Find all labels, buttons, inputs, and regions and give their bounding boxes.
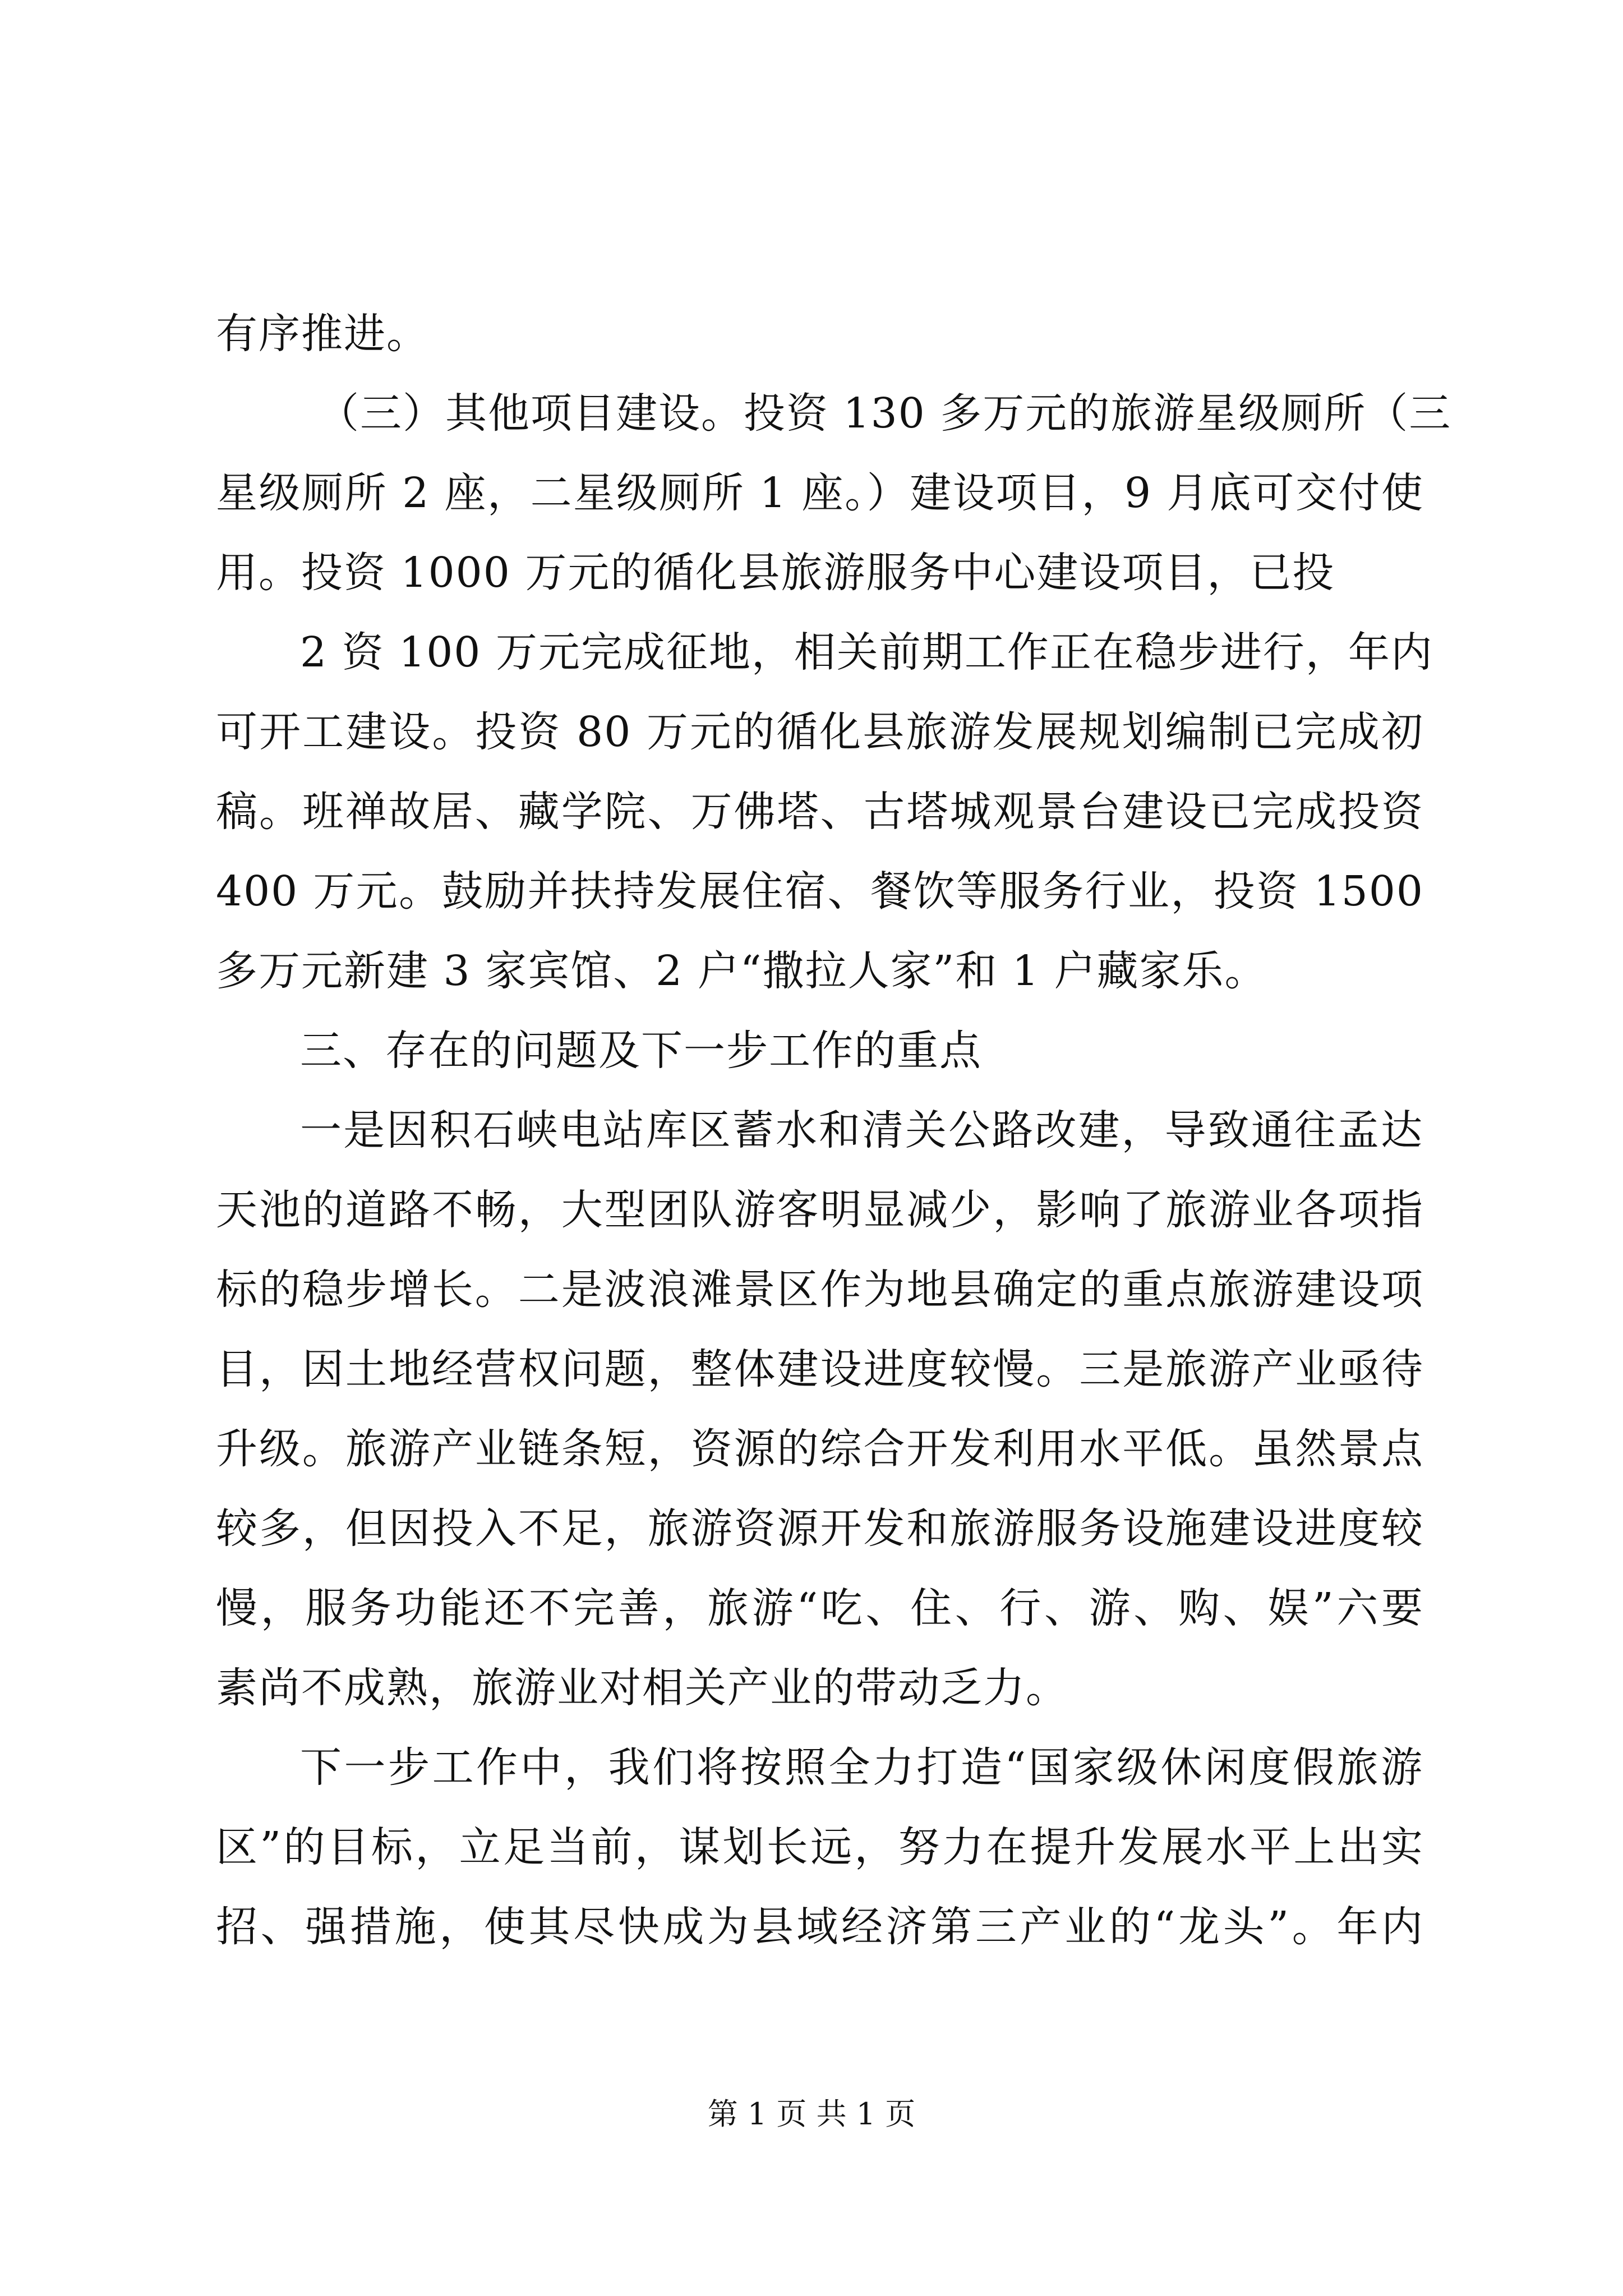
body-line: 2 资 100 万元完成征地，相关前期工作正在稳步进行，年内 [300,628,1433,677]
section-heading: 三、存在的问题及下一步工作的重点 [300,1027,982,1075]
page-number-footer: 第 1 页 共 1 页 [707,2096,916,2132]
body-line: 区”的目标，立足当前，谋划长远，努力在提升发展水平上出实 [216,1823,1424,1871]
body-line: 可开工建设。投资 80 万元的循化县旅游发展规划编制已完成初 [216,708,1424,756]
body-line: 400 万元。鼓励并扶持发展住宿、餐饮等服务行业，投资 1500 [216,867,1424,915]
body-line: 升级。旅游产业链条短，资源的综合开发利用水平低。虽然景点 [216,1425,1424,1473]
body-line: 招、强措施，使其尽快成为县域经济第三产业的“龙头”。年内 [216,1903,1424,1951]
body-line: 稿。班禅故居、藏学院、万佛塔、古塔城观景台建设已完成投资 [216,788,1424,836]
body-line: 目，因土地经营权问题，整体建设进度较慢。三是旅游产业亟待 [216,1345,1424,1393]
body-line: 较多，但因投入不足，旅游资源开发和旅游服务设施建设进度较 [216,1504,1424,1553]
body-line: 用。投资 1000 万元的循化县旅游服务中心建设项目，已投 [216,549,1335,597]
body-line: 标的稳步增长。二是波浪滩景区作为地县确定的重点旅游建设项 [216,1266,1424,1314]
body-line: 下一步工作中，我们将按照全力打造“国家级休闲度假旅游 [300,1743,1423,1792]
body-line: 一是因积石峡电站库区蓄水和清关公路改建，导致通往孟达 [300,1106,1423,1154]
body-line: 素尚不成熟，旅游业对相关产业的带动乏力。 [216,1664,1068,1712]
body-line: 星级厕所 2 座，二星级厕所 1 座。）建设项目，9 月底可交付使 [216,469,1424,517]
body-line: 天池的道路不畅，大型团队游客明显减少，影响了旅游业各项指 [216,1186,1424,1234]
body-line: 有序推进。 [216,310,429,358]
body-line: 多万元新建 3 家宾馆、2 户“撒拉人家”和 1 户藏家乐。 [216,947,1267,995]
body-line: 慢，服务功能还不完善，旅游“吃、住、行、游、购、娱”六要 [216,1584,1424,1632]
body-line: （三）其他项目建设。投资 130 多万元的旅游星级厕所（三 [317,389,1452,438]
